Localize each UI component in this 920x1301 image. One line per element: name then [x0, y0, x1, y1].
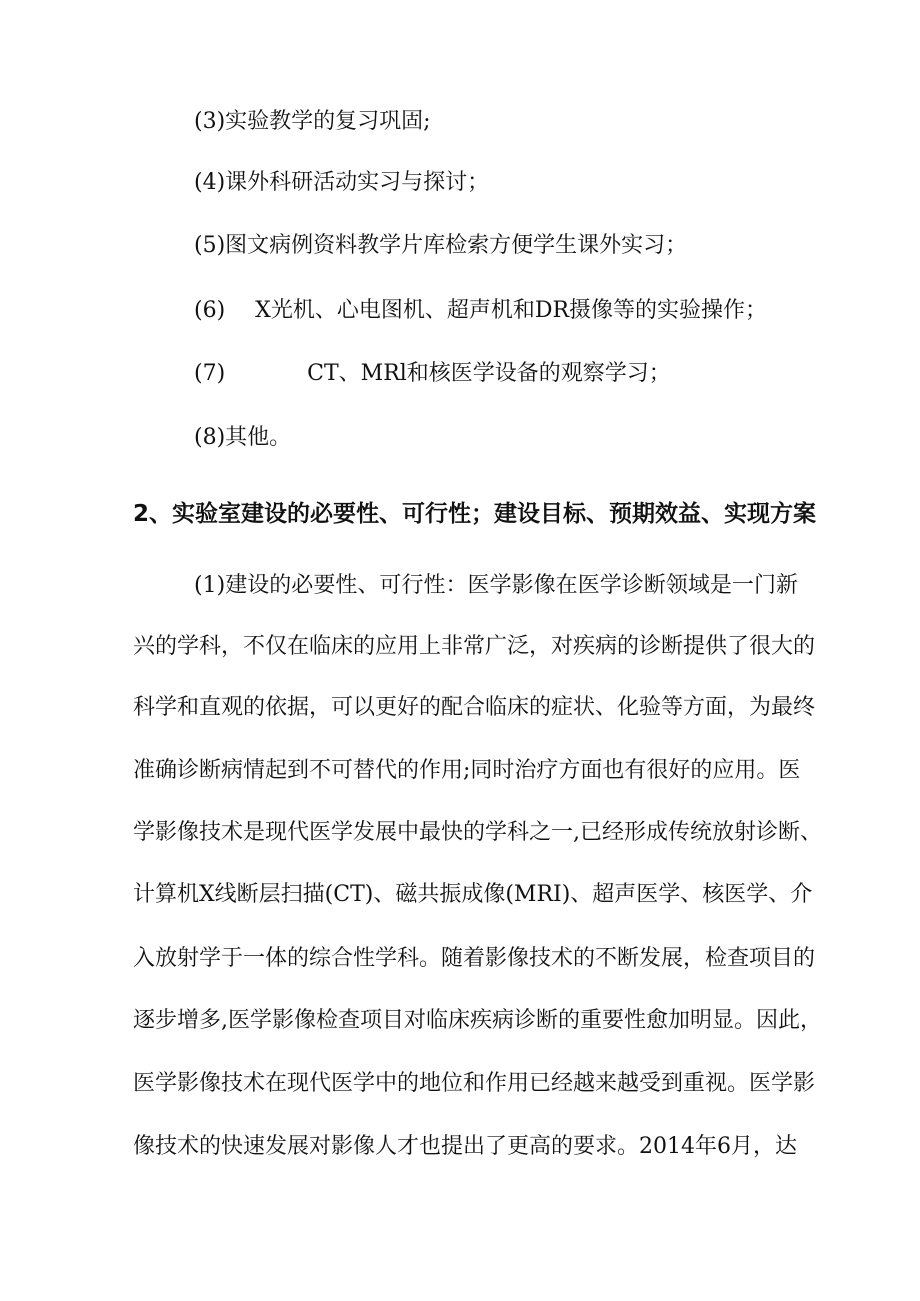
list-item-6-number: (6) [194, 298, 226, 323]
paragraph-line: 入放射学于一体的综合性学科。随着影像技术的不断发展，检查项目的 [133, 946, 816, 971]
paragraph-line: 计算机X线断层扫描(CT)、磁共振成像(MRI)、超声医学、核医学、介 [133, 882, 813, 907]
paragraph-line: 兴的学科，不仅在临床的应用上非常广泛，对疾病的诊断提供了很大的 [133, 634, 816, 659]
list-item-6-text: X光机、心电图机、超声机和DR摄像等的实验操作； [255, 298, 768, 323]
paragraph-line: 逐步增多,医学影像检查项目对临床疾病诊断的重要性愈加明显。因此， [133, 1008, 822, 1033]
paragraph-line: 医学影像技术在现代医学中的地位和作用已经越来越受到重视。医学影 [133, 1071, 816, 1096]
paragraph-line: 准确诊断病情起到不可替代的作用;同时治疗方面也有很好的应用。医 [133, 758, 801, 783]
list-item-7-number: (7) [194, 361, 226, 386]
paragraph-line: 学影像技术是现代医学发展中最快的学科之一,已经形成传统放射诊断、 [133, 820, 822, 845]
paragraph-line: 科学和直观的依据，可以更好的配合临床的症状、化验等方面，为最终 [133, 695, 816, 720]
list-item-5: (5)图文病例资料教学片库检索方便学生课外实习； [194, 233, 688, 258]
list-item-4: (4)课外科研活动实习与探讨； [194, 170, 490, 195]
list-item-7-text: CT、MRl和核医学设备的观察学习； [307, 361, 671, 386]
paragraph-line: 像技术的快速发展对影像人才也提出了更高的要求。2014年6月，达 [133, 1134, 797, 1159]
section-heading: 2、实验室建设的必要性、可行性；建设目标、预期效益、实现方案 [133, 501, 817, 527]
list-item-7 [194, 359, 671, 389]
list-item-6 [194, 296, 767, 326]
paragraph-line: (1)建设的必要性、可行性：医学影像在医学诊断领域是一门新 [194, 573, 798, 598]
list-item-3: (3)实验教学的复习巩固; [194, 109, 431, 134]
list-item-8: (8)其他。 [194, 425, 292, 450]
